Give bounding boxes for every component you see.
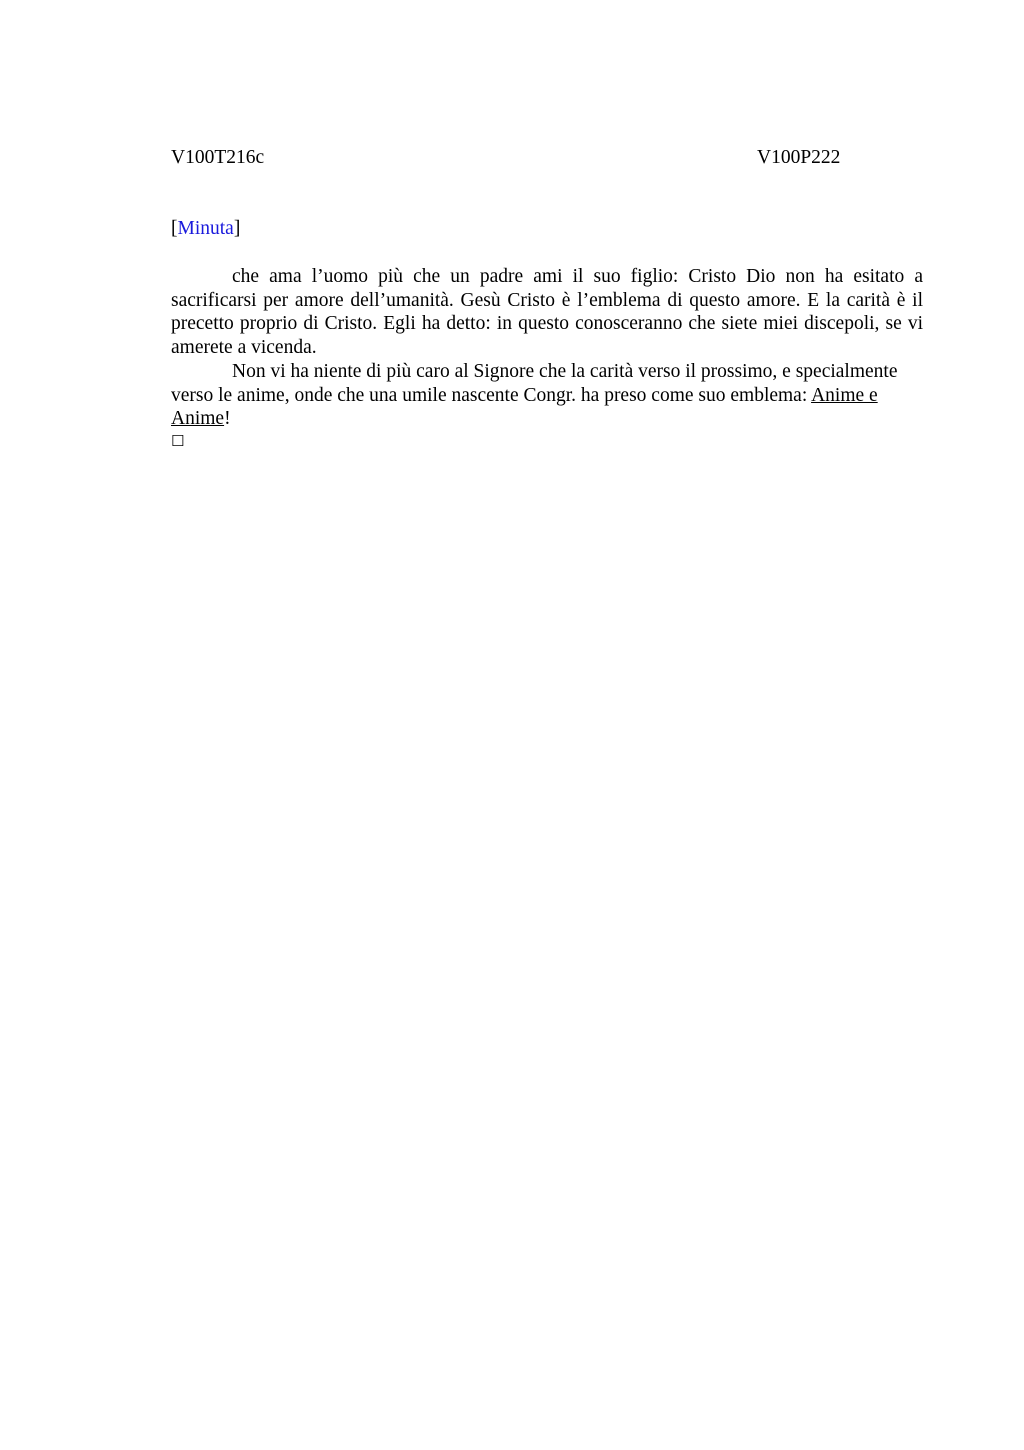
close-bracket: ] (233, 218, 241, 239)
open-bracket: [ (171, 218, 178, 239)
underlined-motto: Anime e Anime (171, 384, 878, 430)
paragraph-2 (171, 360, 923, 431)
minuta-label (171, 217, 240, 241)
body-text (171, 265, 923, 451)
minuta-word: Minuta (177, 218, 234, 239)
document-code-left: V100T216c (171, 147, 265, 168)
paragraph-2-end: ! (224, 408, 231, 430)
end-box-icon: ☐ (171, 431, 185, 450)
document-code-right: V100P222 (757, 147, 841, 168)
paragraph-1: che ama l’uomo più che un padre ami il suo figlio: Cristo Dio non ha esitato a sacrificarsi per amore dell’umanità. Gesù Cristo è l’emblema di questo amore. E la carità è il precetto proprio di Cristo. Egli ha detto: in questo conosceranno che siete miei discepoli, se vi amerete a vicenda. (171, 266, 923, 359)
paragraph-2-text: Non vi ha niente di più caro al Signore che la carità verso il prossimo, e specialmente verso le anime, onde che una umile nascente Congr. ha preso come suo emblema: (171, 360, 898, 406)
